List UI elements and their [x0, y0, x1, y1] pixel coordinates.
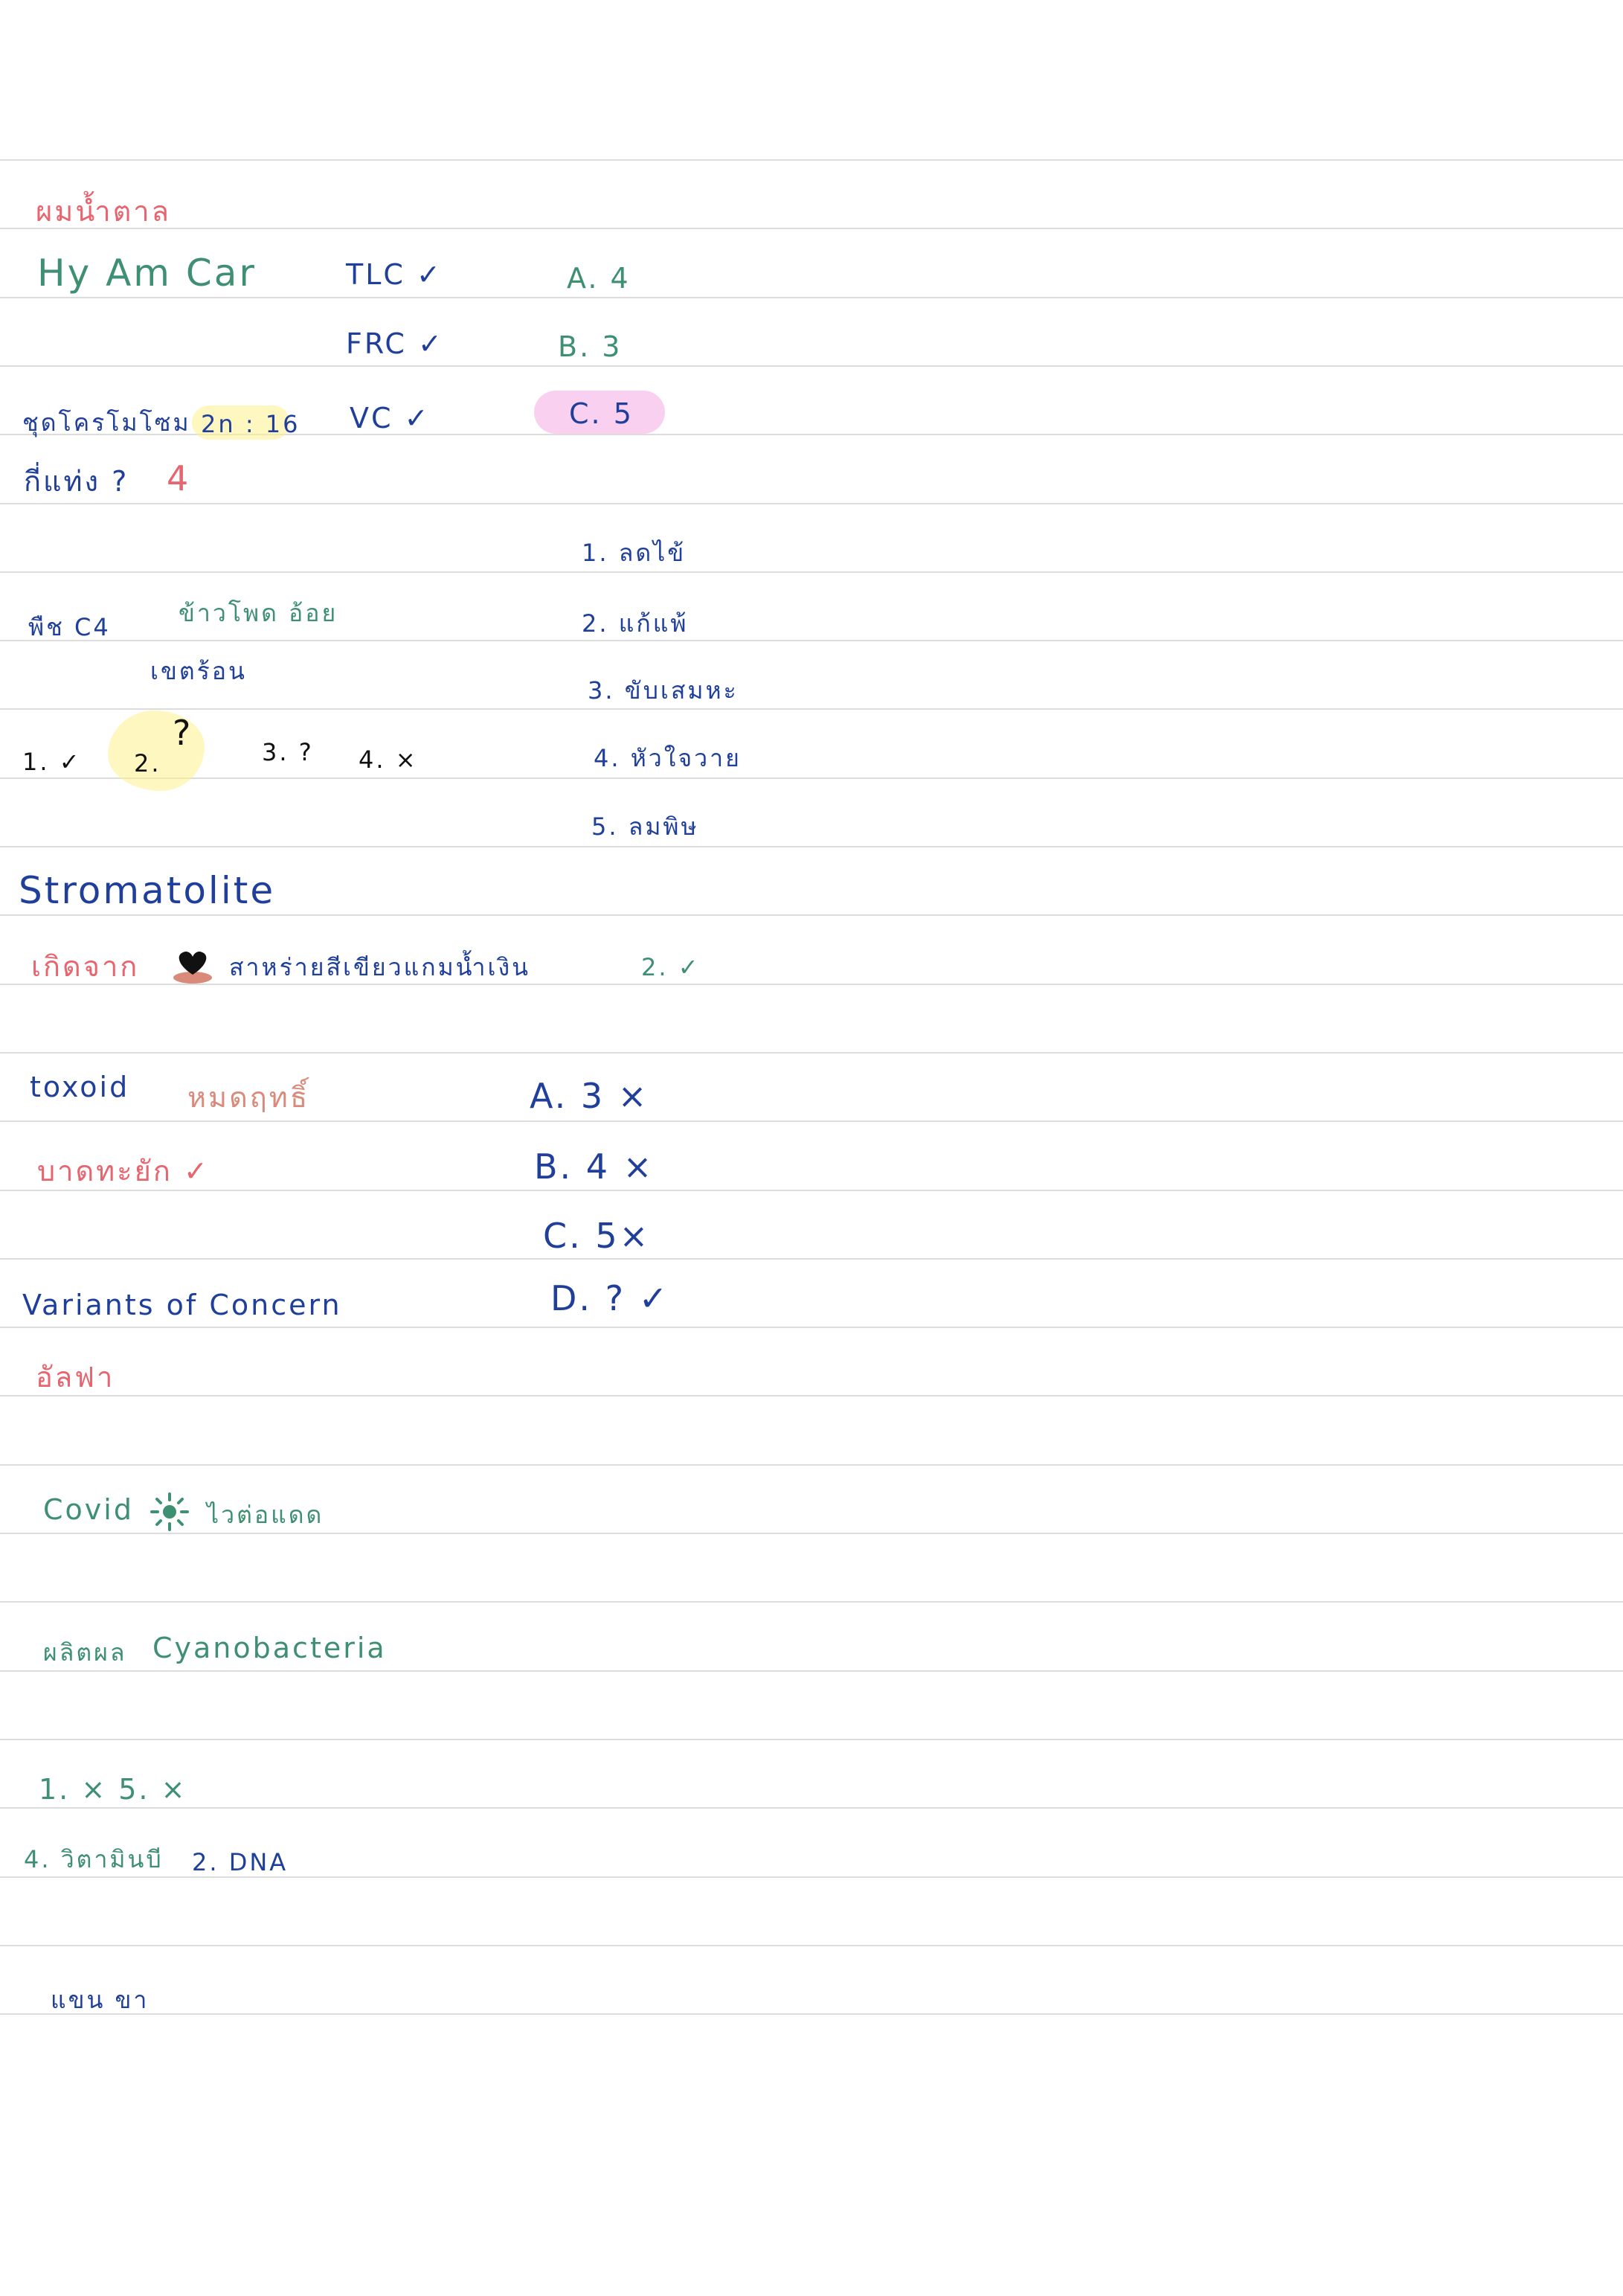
list-item-5: 5. ลมพิษ	[591, 812, 699, 841]
option-c-5: C. 5	[569, 397, 634, 430]
option-b-3: B. 3	[558, 330, 623, 363]
toxoid-option-b: B. 4 ×	[534, 1147, 655, 1187]
heading-brown-hair: ผมน้ำตาล	[36, 195, 171, 228]
text-tetanus: บาดทะยัก ✓	[37, 1155, 210, 1187]
text-caused-by: เกิดจาก	[31, 950, 140, 983]
toxoid-option-a: A. 3 ×	[530, 1076, 649, 1116]
text-alpha: อัลฟา	[36, 1361, 115, 1394]
answer-2-check: 2. ✓	[641, 953, 701, 981]
answer-4: 4	[167, 458, 191, 498]
text-how-many: กี่แท่ง ?	[24, 465, 129, 498]
text-covid: Covid	[43, 1493, 134, 1526]
text-hy-am-car: Hy Am Car	[37, 251, 257, 295]
text-arms-legs: แขน ขา	[51, 1986, 150, 2014]
list-item-1: 1. ลดไข้	[582, 539, 687, 567]
text-frc: FRC ✓	[346, 327, 444, 360]
text-vc: VC ✓	[350, 402, 431, 434]
answer-line-2-b: 2. DNA	[192, 1848, 289, 1876]
list-item-4: 4. หัวใจวาย	[594, 744, 742, 772]
text-chromosome-set: ชุดโครโมโซม	[22, 408, 191, 437]
answer-4-cross: 4. ×	[359, 745, 418, 774]
text-corn-sugarcane: ข้าวโพด อ้อย	[179, 599, 338, 627]
text-2n16: 2n : 16	[201, 410, 301, 438]
answer-3-question: 3. ?	[262, 738, 314, 766]
text-toxoid-note: หมดฤทธิ์	[187, 1081, 310, 1114]
text-tropical-zone: เขตร้อน	[150, 657, 247, 685]
answer-line-2-a: 4. วิตามินบี	[24, 1845, 164, 1873]
text-covid-note: ไวต่อแดด	[207, 1501, 324, 1529]
text-cyanobacteria: Cyanobacteria	[152, 1632, 387, 1664]
text-tlc: TLC ✓	[346, 258, 443, 291]
text-stromatolite: Stromatolite	[19, 869, 276, 912]
option-a-4: A. 4	[567, 262, 631, 295]
heart-doodle-icon	[171, 946, 214, 985]
toxoid-option-d: D. ? ✓	[550, 1278, 670, 1318]
text-c4-plant: พืช C4	[28, 613, 111, 641]
answer-line-1: 1. × 5. ×	[39, 1773, 187, 1806]
text-product: ผลิตผล	[43, 1638, 127, 1667]
sun-icon	[149, 1491, 190, 1533]
answer-2: 2.	[134, 749, 161, 777]
list-item-3: 3. ขับเสมหะ	[588, 676, 739, 705]
text-toxoid: toxoid	[30, 1071, 130, 1103]
toxoid-option-c: C. 5×	[543, 1216, 651, 1256]
text-cyanobacteria-thai: สาหร่ายสีเขียวแกมน้ำเงิน	[229, 953, 530, 981]
answer-1-check: 1. ✓	[22, 748, 82, 776]
text-variants-of-concern: Variants of Concern	[22, 1289, 342, 1321]
answer-2-question: ?	[173, 713, 193, 753]
list-item-2: 2. แก้แพ้	[582, 609, 689, 638]
